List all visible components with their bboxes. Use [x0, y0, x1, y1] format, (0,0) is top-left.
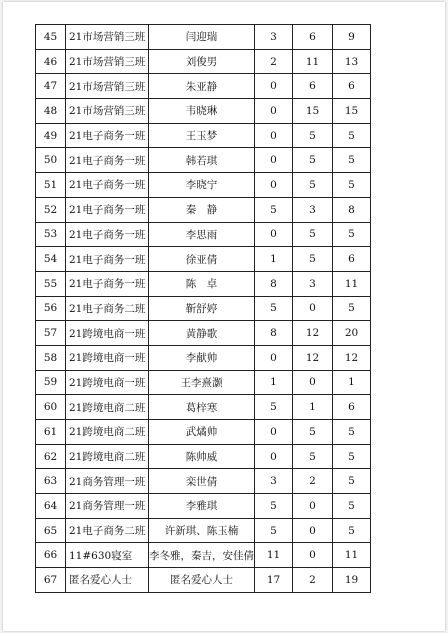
row-number: 54: [36, 247, 66, 272]
table-row: [36, 99, 371, 124]
name-cell: 韦晓琳: [149, 99, 255, 124]
value-1-cell: 0: [255, 148, 293, 173]
name-cell: 李思雨: [149, 222, 255, 247]
value-2-cell: 0: [293, 296, 333, 321]
table-row: [36, 345, 371, 370]
value-2-cell: 0: [293, 370, 333, 395]
row-number: 63: [36, 469, 66, 494]
class-cell: 21跨境电商二班: [66, 420, 149, 445]
class-cell: 21电子商务一班: [66, 247, 149, 272]
table-row: [36, 444, 371, 469]
table-row: [36, 321, 371, 346]
row-number: 64: [36, 494, 66, 519]
table-row: [36, 74, 371, 99]
name-cell: 许新琪、陈玉楠: [149, 518, 255, 543]
value-2-cell: 5: [293, 420, 333, 445]
row-number: 58: [36, 345, 66, 370]
row-number: 59: [36, 370, 66, 395]
value-1-cell: 17: [255, 568, 293, 593]
class-cell: 21跨境电商二班: [66, 395, 149, 420]
row-number: 49: [36, 123, 66, 148]
value-2-cell: 5: [293, 123, 333, 148]
name-cell: 陈 卓: [149, 271, 255, 296]
value-2-cell: 12: [293, 321, 333, 346]
total-cell: 20: [333, 321, 371, 346]
table-body: [36, 25, 371, 593]
table-row: [36, 296, 371, 321]
name-cell: 黄静歌: [149, 321, 255, 346]
value-1-cell: 3: [255, 25, 293, 50]
value-2-cell: 6: [293, 74, 333, 99]
total-cell: 6: [333, 247, 371, 272]
total-cell: 1: [333, 370, 371, 395]
class-cell: 21电子商务一班: [66, 123, 149, 148]
class-cell: 21电子商务一班: [66, 197, 149, 222]
name-cell: 栾世倩: [149, 469, 255, 494]
value-1-cell: 11: [255, 543, 293, 568]
total-cell: 9: [333, 25, 371, 50]
value-1-cell: 3: [255, 469, 293, 494]
table-row: [36, 518, 371, 543]
table-row: [36, 420, 371, 445]
class-cell: 21电子商务一班: [66, 271, 149, 296]
value-1-cell: 5: [255, 296, 293, 321]
value-1-cell: 0: [255, 420, 293, 445]
name-cell: 武燏帅: [149, 420, 255, 445]
table-row: [36, 568, 371, 593]
total-cell: 6: [333, 395, 371, 420]
table-row: [36, 370, 371, 395]
row-number: 48: [36, 99, 66, 124]
total-cell: 15: [333, 99, 371, 124]
name-cell: 王玉梦: [149, 123, 255, 148]
total-cell: 6: [333, 74, 371, 99]
class-cell: 21跨境电商一班: [66, 321, 149, 346]
total-cell: 11: [333, 543, 371, 568]
value-1-cell: 0: [255, 74, 293, 99]
row-number: 47: [36, 74, 66, 99]
row-number: 52: [36, 197, 66, 222]
value-2-cell: 5: [293, 148, 333, 173]
value-1-cell: 1: [255, 370, 293, 395]
row-number: 53: [36, 222, 66, 247]
total-cell: 19: [333, 568, 371, 593]
total-cell: 5: [333, 173, 371, 198]
row-number: 57: [36, 321, 66, 346]
value-1-cell: 1: [255, 247, 293, 272]
total-cell: 5: [333, 148, 371, 173]
row-number: 65: [36, 518, 66, 543]
row-number: 46: [36, 49, 66, 74]
total-cell: 5: [333, 469, 371, 494]
value-2-cell: 5: [293, 247, 333, 272]
name-cell: 李雅琪: [149, 494, 255, 519]
class-cell: 21商务管理一班: [66, 494, 149, 519]
name-cell: 朱亚静: [149, 74, 255, 99]
total-cell: 5: [333, 494, 371, 519]
name-cell: 韩若琪: [149, 148, 255, 173]
class-cell: 21电子商务一班: [66, 222, 149, 247]
class-cell: 21电子商务二班: [66, 296, 149, 321]
table-row: [36, 25, 371, 50]
value-2-cell: 0: [293, 543, 333, 568]
total-cell: 5: [333, 518, 371, 543]
class-cell: 21跨境电商一班: [66, 370, 149, 395]
value-1-cell: 5: [255, 395, 293, 420]
table-row: [36, 469, 371, 494]
name-cell: 闫迎瑞: [149, 25, 255, 50]
table-row: [36, 148, 371, 173]
total-cell: 5: [333, 222, 371, 247]
name-cell: 葛梓寒: [149, 395, 255, 420]
name-cell: 王李熹灏: [149, 370, 255, 395]
value-2-cell: 2: [293, 568, 333, 593]
table-row: [36, 543, 371, 568]
class-cell: 21电子商务二班: [66, 518, 149, 543]
row-number: 67: [36, 568, 66, 593]
class-cell: 21商务管理一班: [66, 469, 149, 494]
value-1-cell: 5: [255, 197, 293, 222]
class-cell: 21市场营销三班: [66, 99, 149, 124]
name-cell: 秦 静: [149, 197, 255, 222]
value-1-cell: 0: [255, 173, 293, 198]
value-1-cell: 5: [255, 518, 293, 543]
class-cell: 21电子商务一班: [66, 173, 149, 198]
total-cell: 5: [333, 420, 371, 445]
class-cell: 21跨境电商一班: [66, 345, 149, 370]
value-1-cell: 0: [255, 222, 293, 247]
total-cell: 5: [333, 123, 371, 148]
name-cell: 靳舒婷: [149, 296, 255, 321]
value-1-cell: 0: [255, 345, 293, 370]
table-row: [36, 395, 371, 420]
value-2-cell: 3: [293, 271, 333, 296]
table-row: [36, 271, 371, 296]
value-1-cell: 5: [255, 494, 293, 519]
value-2-cell: 12: [293, 345, 333, 370]
value-1-cell: 0: [255, 123, 293, 148]
value-2-cell: 5: [293, 444, 333, 469]
table-row: [36, 197, 371, 222]
class-cell: 21市场营销三班: [66, 25, 149, 50]
name-cell: [149, 543, 255, 568]
value-2-cell: 2: [293, 469, 333, 494]
row-number: 55: [36, 271, 66, 296]
document-page: [3, 2, 445, 631]
value-2-cell: 1: [293, 395, 333, 420]
class-cell: 21市场营销三班: [66, 49, 149, 74]
total-cell: 8: [333, 197, 371, 222]
donation-table: [35, 24, 371, 593]
value-1-cell: 8: [255, 271, 293, 296]
row-number: 56: [36, 296, 66, 321]
name-cell: 徐亚倩: [149, 247, 255, 272]
total-cell: 5: [333, 296, 371, 321]
table-row: [36, 49, 371, 74]
row-number: 60: [36, 395, 66, 420]
value-2-cell: 6: [293, 25, 333, 50]
class-cell: 21电子商务一班: [66, 148, 149, 173]
row-number: 62: [36, 444, 66, 469]
value-2-cell: 5: [293, 222, 333, 247]
row-number: 45: [36, 25, 66, 50]
value-1-cell: 0: [255, 444, 293, 469]
row-number: 66: [36, 543, 66, 568]
name-cell: 李晓宁: [149, 173, 255, 198]
value-2-cell: 5: [293, 173, 333, 198]
table-row: [36, 247, 371, 272]
table-row: [36, 222, 371, 247]
row-number: 61: [36, 420, 66, 445]
class-cell: 21市场营销三班: [66, 74, 149, 99]
value-2-cell: 0: [293, 494, 333, 519]
value-2-cell: 11: [293, 49, 333, 74]
value-2-cell: 15: [293, 99, 333, 124]
table-row: [36, 123, 371, 148]
value-1-cell: 2: [255, 49, 293, 74]
table-row: [36, 494, 371, 519]
name-cell: 匿名爱心人士: [149, 568, 255, 593]
name-cell: 刘俊男: [149, 49, 255, 74]
value-1-cell: 0: [255, 99, 293, 124]
name-cell: 李献帅: [149, 345, 255, 370]
name-text: 李冬雅，秦吉，安佳倩: [149, 549, 254, 562]
total-cell: 11: [333, 271, 371, 296]
table-row: [36, 173, 371, 198]
total-cell: 5: [333, 444, 371, 469]
class-cell: 11#630寝室: [66, 543, 149, 568]
value-2-cell: 3: [293, 197, 333, 222]
value-2-cell: 0: [293, 518, 333, 543]
value-1-cell: 8: [255, 321, 293, 346]
name-cell: 陈帅威: [149, 444, 255, 469]
total-cell: 12: [333, 345, 371, 370]
total-cell: 13: [333, 49, 371, 74]
row-number: 50: [36, 148, 66, 173]
class-cell: 21跨境电商二班: [66, 444, 149, 469]
class-cell: 匿名爱心人士: [66, 568, 149, 593]
row-number: 51: [36, 173, 66, 198]
